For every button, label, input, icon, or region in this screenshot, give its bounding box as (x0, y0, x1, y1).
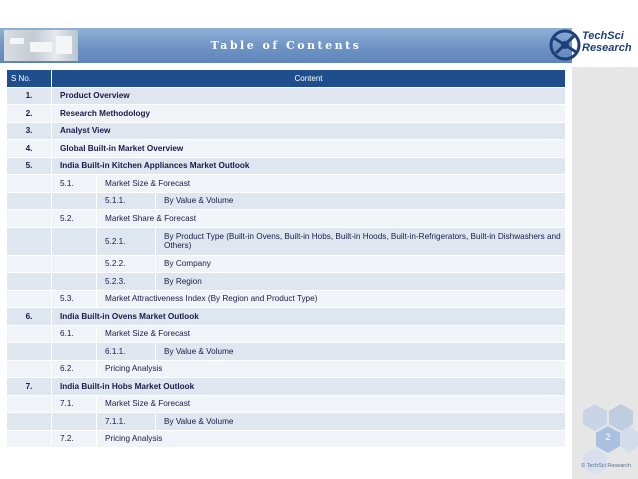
table-row (7, 210, 566, 228)
row-text: Market Size & Forecast (97, 395, 566, 413)
page-number: 2 (605, 432, 611, 442)
row-number: 5. (7, 157, 52, 175)
col-content: Content (52, 70, 566, 88)
row-text: Pricing Analysis (97, 430, 566, 448)
row-number: 4. (7, 140, 52, 158)
table-row (7, 273, 566, 291)
table-header (7, 70, 566, 88)
table-row (7, 140, 566, 158)
row-number: 5.2. (52, 210, 97, 228)
row-number: 5.1.1. (97, 192, 156, 210)
row-number: 5.1. (52, 175, 97, 193)
row-text: By Value & Volume (156, 413, 566, 431)
row-text: Research Methodology (52, 105, 566, 123)
row-number: 5.2.1. (97, 227, 156, 255)
row-text: India Built-in Hobs Market Outlook (52, 378, 566, 396)
row-number: 5.2.3. (97, 273, 156, 291)
row-number: 6.2. (52, 360, 97, 378)
table-row (7, 175, 566, 193)
row-number: 2. (7, 105, 52, 123)
table-row (7, 255, 566, 273)
table-row (7, 122, 566, 140)
row-text: India Built-in Ovens Market Outlook (52, 308, 566, 326)
table-row (7, 157, 566, 175)
row-number: 7.1. (52, 395, 97, 413)
row-text: Product Overview (52, 87, 566, 105)
table-row (7, 105, 566, 123)
table-row (7, 227, 566, 255)
row-text: Pricing Analysis (97, 360, 566, 378)
contents-table (6, 69, 566, 448)
row-number: 7. (7, 378, 52, 396)
row-number: 6.1. (52, 325, 97, 343)
table-row (7, 290, 566, 308)
row-text: Market Size & Forecast (97, 325, 566, 343)
row-number: 7.2. (52, 430, 97, 448)
table-row (7, 395, 566, 413)
row-number: 6.1.1. (97, 343, 156, 361)
row-text: By Region (156, 273, 566, 291)
row-number: 5.2.2. (97, 255, 156, 273)
copyright: © TechSci Research (581, 463, 631, 469)
row-text: Market Share & Forecast (97, 210, 566, 228)
page-title: Table of Contents (210, 39, 362, 52)
row-text: Market Attractiveness Index (By Region and Product Type) (97, 290, 566, 308)
table-row (7, 192, 566, 210)
logo-text-1: TechSci (582, 30, 624, 42)
row-text: By Company (156, 255, 566, 273)
table-row (7, 343, 566, 361)
table-row (7, 378, 566, 396)
table-row (7, 430, 566, 448)
row-text: By Product Type (Built-in Ovens, Built-in Hobs, Built-in Hoods, Built-in-Refrigerators, Built-in Dishwashers and Others) (156, 227, 566, 255)
row-text: Market Size & Forecast (97, 175, 566, 193)
table-row (7, 325, 566, 343)
table-row (7, 413, 566, 431)
row-text: By Value & Volume (156, 192, 566, 210)
table-row (7, 87, 566, 105)
row-number: 3. (7, 122, 52, 140)
table-row (7, 360, 566, 378)
row-number: 5.3. (52, 290, 97, 308)
col-sno: S No. (7, 70, 52, 88)
row-number: 6. (7, 308, 52, 326)
row-text: Analyst View (52, 122, 566, 140)
row-number: 1. (7, 87, 52, 105)
row-text: India Built-in Kitchen Appliances Market Outlook (52, 157, 566, 175)
row-text: Global Built-in Market Overview (52, 140, 566, 158)
row-text: By Value & Volume (156, 343, 566, 361)
logo-text-2: Research (582, 42, 632, 54)
row-number: 7.1.1. (97, 413, 156, 431)
table-row (7, 308, 566, 326)
